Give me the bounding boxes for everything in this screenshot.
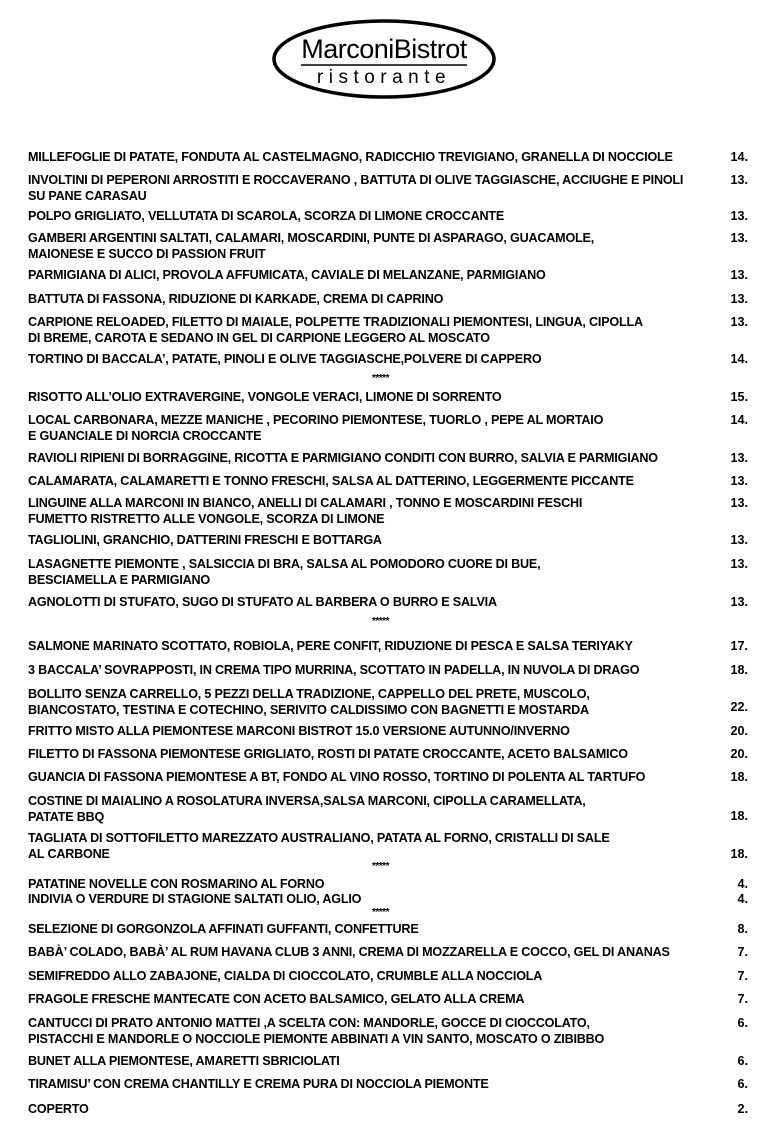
item-price: 13. [730, 209, 748, 223]
item-description: LOCAL CARBONARA, MEZZE MANICHE , PECORINO PIEMONTESE, TUORLO , PEPE AL MORTAIO E GUANCIALE DI NORCIA CROCCANTE [28, 413, 604, 443]
item-price: 13. [730, 231, 748, 245]
item-price: 22. [730, 700, 748, 714]
item-description: LASAGNETTE PIEMONTE , SALSICCIA DI BRA, SALSA AL POMODORO CUORE DI BUE, BESCIAMELLA E PARMIGIANO [28, 557, 541, 587]
item-description: TAGLIOLINI, GRANCHIO, DATTERINI FRESCHI E BOTTARGA [28, 533, 382, 547]
item-price: 20. [730, 747, 748, 761]
logo-subtitle: ristorante [316, 67, 452, 88]
item-description: AGNOLOTTI DI STUFATO, SUGO DI STUFATO AL BARBERA O BURRO E SALVIA [28, 595, 497, 609]
item-description: BUNET ALLA PIEMONTESE, AMARETTI SBRICIOLATI [28, 1054, 340, 1068]
item-price: 7. [737, 969, 748, 983]
item-price: 4. [737, 877, 748, 891]
item-price: 7. [737, 992, 748, 1006]
item-description: 3 BACCALA’ SOVRAPPOSTI, IN CREMA TIPO MURRINA, SCOTTATO IN PADELLA, IN NUVOLA DI DRAGO [28, 663, 640, 677]
item-description: GUANCIA DI FASSONA PIEMONTESE A BT, FONDO AL VINO ROSSO, TORTINO DI POLENTA AL TARTUFO [28, 770, 646, 784]
item-description: FILETTO DI FASSONA PIEMONTESE GRIGLIATO, ROSTI DI PATATE CROCCANTE, ACETO BALSAMICO [28, 747, 628, 761]
item-price: 13. [730, 474, 748, 488]
item-description: BABÀ’ COLADO, BABÀ’ AL RUM HAVANA CLUB 3 ANNI, CREMA DI MOZZARELLA E COCCO, GEL DI ANANAS [28, 945, 670, 959]
item-price: 18. [730, 847, 748, 861]
item-price: 13. [730, 451, 748, 465]
item-description: SEMIFREDDO ALLO ZABAJONE, CIALDA DI CIOCCOLATO, CRUMBLE ALLA NOCCIOLA [28, 969, 543, 983]
item-price: 13. [730, 315, 748, 329]
item-description: COSTINE DI MAIALINO A ROSOLATURA INVERSA,SALSA MARCONI, CIPOLLA CARAMELLATA, PATATE BBQ [28, 794, 586, 824]
item-description: COPERTO [28, 1102, 89, 1116]
logo-brand-name: MarconiBistrot [301, 34, 467, 64]
item-price: 4. [737, 892, 748, 906]
item-price: 14. [730, 413, 748, 427]
item-price: 6. [737, 1054, 748, 1068]
item-price: 17. [730, 639, 748, 653]
item-description: SALMONE MARINATO SCOTTATO, ROBIOLA, PERE CONFIT, RIDUZIONE DI PESCA E SALSA TERIYAKY [28, 639, 633, 653]
item-price: 18. [730, 770, 748, 784]
section-separator: ***** [372, 907, 389, 918]
item-description: TORTINO DI BACCALA’, PATATE, PINOLI E OLIVE TAGGIASCHE,POLVERE DI CAPPERO [28, 352, 542, 366]
item-price: 2. [737, 1102, 748, 1116]
item-price: 14. [730, 150, 748, 164]
item-description: BATTUTA DI FASSONA, RIDUZIONE DI KARKADE, CREMA DI CAPRINO [28, 292, 444, 306]
item-description: PARMIGIANA DI ALICI, PROVOLA AFFUMICATA, CAVIALE DI MELANZANE, PARMIGIANO [28, 268, 546, 282]
item-price: 13. [730, 533, 748, 547]
section-separator: ***** [372, 861, 389, 872]
item-description: TIRAMISU’ CON CREMA CHANTILLY E CREMA PURA DI NOCCIOLA PIEMONTE [28, 1077, 489, 1091]
item-description: RAVIOLI RIPIENI DI BORRAGGINE, RICOTTA E PARMIGIANO CONDITI CON BURRO, SALVIA E PARMIGIANO [28, 451, 658, 465]
item-description: BOLLITO SENZA CARRELLO, 5 PEZZI DELLA TRADIZIONE, CAPPELLO DEL PRETE, MUSCOLO, BIANCOSTATO, TESTINA E COTECHINO, SERIVITO CALDISSIMO CON BAGNETTI E MOSTARDA [28, 687, 590, 717]
item-description: CALAMARATA, CALAMARETTI E TONNO FRESCHI, SALSA AL DATTERINO, LEGGERMENTE PICCANTE [28, 474, 634, 488]
item-description: CANTUCCI DI PRATO ANTONIO MATTEI ,A SCELTA CON: MANDORLE, GOCCE DI CIOCCOLATO, PISTACCHI E MANDORLE O NOCCIOLE PIEMONTE ABBINATI A VIN SANTO, MOSCATO O ZIBIBBO [28, 1016, 605, 1046]
item-description: FRAGOLE FRESCHE MANTECATE CON ACETO BALSAMICO, GELATO ALLA CREMA [28, 992, 525, 1006]
item-description: INDIVIA O VERDURE DI STAGIONE SALTATI OLIO, AGLIO [28, 892, 362, 906]
item-description: PATATINE NOVELLE CON ROSMARINO AL FORNO [28, 877, 325, 891]
item-price: 8. [737, 922, 748, 936]
item-price: 13. [730, 496, 748, 510]
item-price: 6. [737, 1016, 748, 1030]
item-description: INVOLTINI DI PEPERONI ARROSTITI E ROCCAVERANO , BATTUTA DI OLIVE TAGGIASCHE, ACCIUGHE E PINOLI SU PANE CARASAU [28, 173, 684, 203]
item-price: 13. [730, 595, 748, 609]
item-price: 13. [730, 173, 748, 187]
item-price: 6. [737, 1077, 748, 1091]
item-description: MILLEFOGLIE DI PATATE, FONDUTA AL CASTELMAGNO, RADICCHIO TREVIGIANO, GRANELLA DI NOCCIOLE [28, 150, 673, 164]
section-separator: ***** [372, 616, 389, 627]
item-price: 13. [730, 292, 748, 306]
item-description: SELEZIONE DI GORGONZOLA AFFINATI GUFFANTI, CONFETTURE [28, 922, 419, 936]
item-price: 18. [730, 663, 748, 677]
item-price: 14. [730, 352, 748, 366]
item-description: LINGUINE ALLA MARCONI IN BIANCO, ANELLI DI CALAMARI , TONNO E MOSCARDINI FESCHI FUMETTO RISTRETTO ALLE VONGOLE, SCORZA DI LIMONE [28, 496, 583, 526]
item-description: GAMBERI ARGENTINI SALTATI, CALAMARI, MOSCARDINI, PUNTE DI ASPARAGO, GUACAMOLE, MAIONESE E SUCCO DI PASSION FRUIT [28, 231, 595, 261]
item-price: 13. [730, 557, 748, 571]
item-price: 20. [730, 724, 748, 738]
item-price: 7. [737, 945, 748, 959]
item-description: FRITTO MISTO ALLA PIEMONTESE MARCONI BISTROT 15.0 VERSIONE AUTUNNO/INVERNO [28, 724, 570, 738]
item-description: CARPIONE RELOADED, FILETTO DI MAIALE, POLPETTE TRADIZIONALI PIEMONTESI, LINGUA, CIPOLLA DI BREME, CAROTA E SEDANO IN GEL DI CARPIONE LEGGERO AL MOSCATO [28, 315, 643, 345]
section-separator: ***** [372, 373, 389, 384]
item-description: TAGLIATA DI SOTTOFILETTO MAREZZATO AUSTRALIANO, PATATA AL FORNO, CRISTALLI DI SALE AL CARBONE [28, 831, 610, 861]
item-description: POLPO GRIGLIATO, VELLUTATA DI SCAROLA, SCORZA DI LIMONE CROCCANTE [28, 209, 505, 223]
item-description: RISOTTO ALL’OLIO EXTRAVERGINE, VONGOLE VERACI, LIMONE DI SORRENTO [28, 390, 502, 404]
item-price: 18. [730, 809, 748, 823]
item-price: 15. [730, 390, 748, 404]
item-price: 13. [730, 268, 748, 282]
